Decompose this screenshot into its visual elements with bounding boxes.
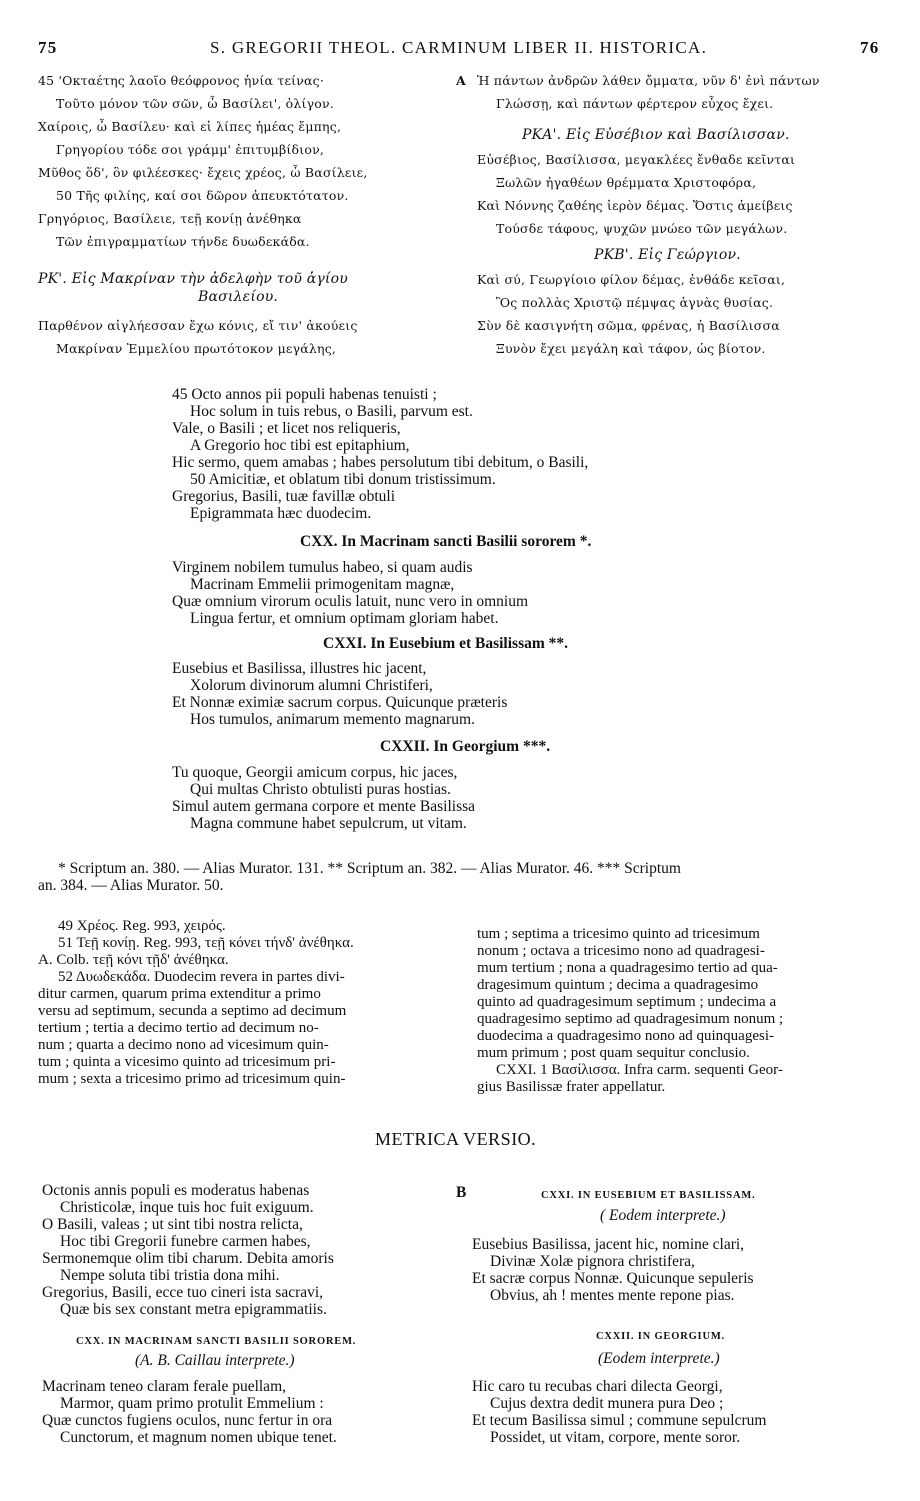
verse-line: Macrinam teneo claram ferale puellam, — [42, 1378, 286, 1395]
latin-line: 45 Octo annos pii populi habenas tenuisti ; — [172, 386, 437, 403]
note-line: mum primum ; post quam sequitur conclusio. — [477, 1045, 750, 1061]
verse-line: Et tecum Basilissa simul ; commune sepulcrum — [472, 1412, 767, 1429]
latin-poem-title: CXXI. In Eusebium et Basilissam **. — [323, 635, 569, 652]
note-line: tum ; quinta a vicesimo quinto ad tricesimum pri- — [38, 1054, 336, 1070]
latin-line: Tu quoque, Georgii amicum corpus, hic jaces, — [172, 764, 458, 781]
latin-poem-title: CXX. In Macrinam sancti Basilii sororem *. — [300, 533, 592, 550]
note-line: mum tertium ; nona a quadragesimo tertio ad qua- — [477, 960, 778, 976]
verse-line: Et sacræ corpus Nonnæ. Quicunque sepuleris — [472, 1270, 754, 1287]
note-line: CXXI. 1 Βασίλισσα. Infra carm. sequenti Geor- — [496, 1062, 783, 1078]
verse-line: Sermonemque olim tibi charum. Debita amoris — [42, 1250, 334, 1267]
greek-line: Ξυνὸν ἔχει μεγάλη καὶ τάφον, ὡς βίοτον. — [496, 341, 766, 356]
running-title: S. GREGORII THEOL. CARMINUM LIBER II. HISTORICA. — [210, 38, 708, 57]
note-line: 51 Τεῇ κονίῃ. Reg. 993, τεῇ κόνει τήνδ' ἀνέθηκα. — [58, 935, 354, 951]
latin-line: Macrinam Emmelii primogenitam magnæ, — [190, 576, 455, 593]
note-line: 52 Δυωδεκάδα. Duodecim revera in partes divi- — [58, 969, 345, 985]
greek-poem-title: ΡΚ'. Εἰς Μακρίναν τὴν ἀδελφὴν τοῦ ἁγίου — [38, 271, 348, 287]
greek-line: Χαίροις, ὦ Βασίλευ· καὶ εἰ λίπες ἡμέας ἔμπης, — [38, 119, 342, 134]
greek-line: Τῶν ἐπιγραμματίων τήνδε δυωδεκάδα. — [56, 234, 310, 249]
greek-line: Παρθένον αἰγλήεσσαν ἔχω κόνις, εἴ τιν' ἀκούεις — [38, 318, 358, 333]
margin-marker: B — [456, 1184, 467, 1201]
latin-line: Xolorum divinorum alumni Christiferi, — [190, 677, 433, 694]
latin-line: Hos tumulos, animarum memento magnarum. — [190, 711, 475, 728]
verse-line: Cunctorum, et magnum nomen ubique tenet. — [60, 1429, 337, 1446]
page-number-left: 75 — [38, 38, 58, 57]
greek-line: Γρηγορίου τόδε σοι γράμμ' ἐπιτυμβίδιον, — [56, 142, 325, 157]
note-line: tum ; septima a tricesimo quinto ad tricesimum — [477, 926, 760, 942]
greek-line: Ἡ πάντων ἀνδρῶν λάθεν ὄμματα, νῦν δ' ἐνὶ πάντων — [477, 73, 820, 88]
greek-poem-title: ΡΚΑ'. Εἰς Εὐσέβιον καὶ Βασίλισσαν. — [522, 127, 790, 143]
greek-line: 45 'Οκταέτης λαοῖο θεόφρονος ἡνία τείνας· — [38, 73, 325, 88]
verse-title: CXXI. IN EUSEBIUM ET BASILISSAM. — [541, 1190, 756, 1201]
footnote-line: * Scriptum an. 380. — Alias Murator. 131. ** Scriptum an. 382. — Alias Murator. 46. *** Scriptum — [58, 860, 681, 877]
latin-line: Virginem nobilem tumulus habeo, si quam audis — [172, 559, 473, 576]
verse-line: Quæ bis sex constant metra epigrammatiis. — [60, 1301, 327, 1318]
greek-line: Ξωλῶν ἠγαθέων θρέμματα Χριστοφόρα, — [496, 175, 757, 190]
latin-line: Qui multas Christo obtulisti puras hostias. — [190, 781, 451, 798]
note-line: nonum ; octava a tricesimo nono ad quadragesi- — [477, 943, 765, 959]
greek-line: Καὶ σύ, Γεωργίοιο φίλον δέμας, ἐνθάδε κεῖσαι, — [477, 272, 786, 287]
verse-line: Nempe soluta tibi tristia dona mihi. — [60, 1267, 280, 1284]
greek-line: Τοῦτο μόνον τῶν σῶν, ὦ Βασίλει', ὀλίγον. — [56, 96, 335, 111]
verse-interpreter: (Eodem interprete.) — [598, 1350, 720, 1367]
latin-line: Quæ omnium virorum oculis latuit, nunc vero in omnium — [172, 593, 529, 610]
note-line: mum ; sexta a tricesimo primo ad tricesimum quin- — [38, 1071, 346, 1087]
note-line: tertium ; tertia a decimo tertio ad decimum no- — [38, 1020, 319, 1036]
page-number-right: 76 — [860, 38, 880, 57]
verse-line: Octonis annis populi es moderatus habenas — [42, 1182, 310, 1199]
verse-interpreter: ( Eodem interprete.) — [600, 1207, 726, 1224]
greek-line: Σὺν δὲ κασιγνήτη σῶμα, φρένας, ἡ Βασίλισσα — [477, 318, 780, 333]
latin-line: 50 Amicitiæ, et oblatum tibi donum tristissimum. — [190, 471, 496, 488]
latin-line: Gregorius, Basili, tuæ favillæ obtuli — [172, 488, 396, 505]
verse-line: Cujus dextra dedit munera pura Deo ; — [490, 1395, 724, 1412]
greek-line: Γλώσσῃ, καὶ πάντων φέρτερον εὖχος ἔχει. — [496, 96, 774, 111]
verse-title: CXX. IN MACRINAM SANCTI BASILII SOROREM. — [76, 1336, 357, 1347]
note-line: A. Colb. τεῇ κόνι τῇδ' ἀνέθηκα. — [38, 952, 229, 968]
verse-line: Obvius, ah ! mentes mente repone pias. — [490, 1287, 735, 1304]
verse-line: Quæ cunctos fugiens oculos, nunc fertur in ora — [42, 1412, 333, 1429]
note-line: versu ad septimum, secunda a septimo ad decimum — [38, 1003, 347, 1019]
verse-line: Gregorius, Basili, ecce tuo cineri ista sacravi, — [42, 1284, 324, 1301]
verse-line: Eusebius Basilissa, jacent hic, nomine clari, — [472, 1236, 745, 1253]
note-line: num ; quarta a decimo nono ad vicesimum quin- — [38, 1037, 329, 1053]
verse-interpreter: (A. B. Caillau interprete.) — [135, 1352, 295, 1369]
greek-line: Τούσδε τάφους, ψυχῶν μνώεο τῶν μεγάλων. — [496, 221, 788, 236]
margin-marker: A — [456, 73, 466, 88]
latin-line: A Gregorio hoc tibi est epitaphium, — [190, 437, 410, 454]
greek-poem-title: Βασιλείου. — [198, 289, 279, 305]
latin-line: Hic sermo, quem amabas ; habes persolutum tibi debitum, o Basili, — [172, 454, 589, 471]
note-line: quadragesimo septimo ad quadragesimum nonum ; — [477, 1011, 784, 1027]
latin-line: Lingua fertur, et omnium optimam gloriam habet. — [190, 610, 499, 627]
note-line: duodecima a quadragesimo nono ad quinquagesi- — [477, 1028, 774, 1044]
latin-line: Simul autem germana corpore et mente Basilissa — [172, 798, 476, 815]
latin-poem-title: CXXII. In Georgium ***. — [380, 738, 551, 755]
note-line: dragesimum quintum ; decima a quadragesimo — [477, 977, 759, 993]
verse-line: Christicolæ, inque tuis hoc fuit exiguum. — [60, 1199, 314, 1216]
latin-line: Epigrammata hæc duodecim. — [190, 505, 372, 522]
note-line: ditur carmen, quarum prima extenditur a primo — [38, 986, 321, 1002]
latin-line: Eusebius et Basilissa, illustres hic jacent, — [172, 660, 427, 677]
footnote-line: an. 384. — Alias Murator. 50. — [38, 877, 224, 894]
verse-line: O Basili, valeas ; ut sint tibi nostra relicta, — [42, 1216, 303, 1233]
greek-line: 50 Τῆς φιλίης, καί σοι δῶρον ἀπευκτότατον. — [56, 188, 349, 203]
verse-title: CXXII. IN GEORGIUM. — [596, 1331, 725, 1342]
note-line: gius Basilissæ frater appellatur. — [477, 1079, 666, 1095]
verse-line: Possidet, ut vitam, corpore, mente soror. — [490, 1429, 741, 1446]
note-line: 49 Χρέος. Reg. 993, χειρός. — [58, 918, 226, 934]
greek-line: Γρηγόριος, Βασίλειε, τεῇ κονίῃ ἀνέθηκα — [38, 211, 302, 226]
greek-line: Μακρίναν Ἐμμελίου πρωτότοκον μεγάλης, — [56, 341, 337, 356]
section-heading: METRICA VERSIO. — [375, 1129, 537, 1149]
latin-line: Magna commune habet sepulcrum, ut vitam. — [190, 815, 467, 832]
note-line: quinto ad quadragesimum septimum ; undecima a — [477, 994, 777, 1010]
greek-line: Μῦθος ὅδ', ὃν φιλέεσκες· ἔχεις χρέος, ὦ Βασίλειε, — [38, 165, 368, 180]
latin-line: Vale, o Basili ; et licet nos reliqueris, — [172, 420, 401, 437]
latin-line: Et Nonnæ eximiæ sacrum corpus. Quicunque præteris — [172, 694, 508, 711]
verse-line: Hic caro tu recubas chari dilecta Georgi, — [472, 1378, 723, 1395]
greek-poem-title: ΡΚΒ'. Εἰς Γεώργιον. — [594, 247, 741, 263]
greek-line: Ὃς πολλὰς Χριστῷ πέμψας ἁγνὰς θυσίας. — [496, 295, 774, 310]
verse-line: Hoc tibi Gregorii funebre carmen habes, — [60, 1233, 311, 1250]
verse-line: Divinæ Xolæ pignora christifera, — [490, 1253, 695, 1270]
verse-line: Marmor, quam primo protulit Emmelium : — [60, 1395, 324, 1412]
latin-line: Hoc solum in tuis rebus, o Basili, parvum est. — [190, 403, 473, 420]
greek-line: Εὐσέβιος, Βασίλισσα, μεγακλέες ἔνθαδε κεῖνται — [477, 152, 796, 167]
greek-line: Καὶ Νόννης ζαθέης ἱερὸν δέμας. Ὅστις ἀμείβεις — [477, 198, 793, 213]
